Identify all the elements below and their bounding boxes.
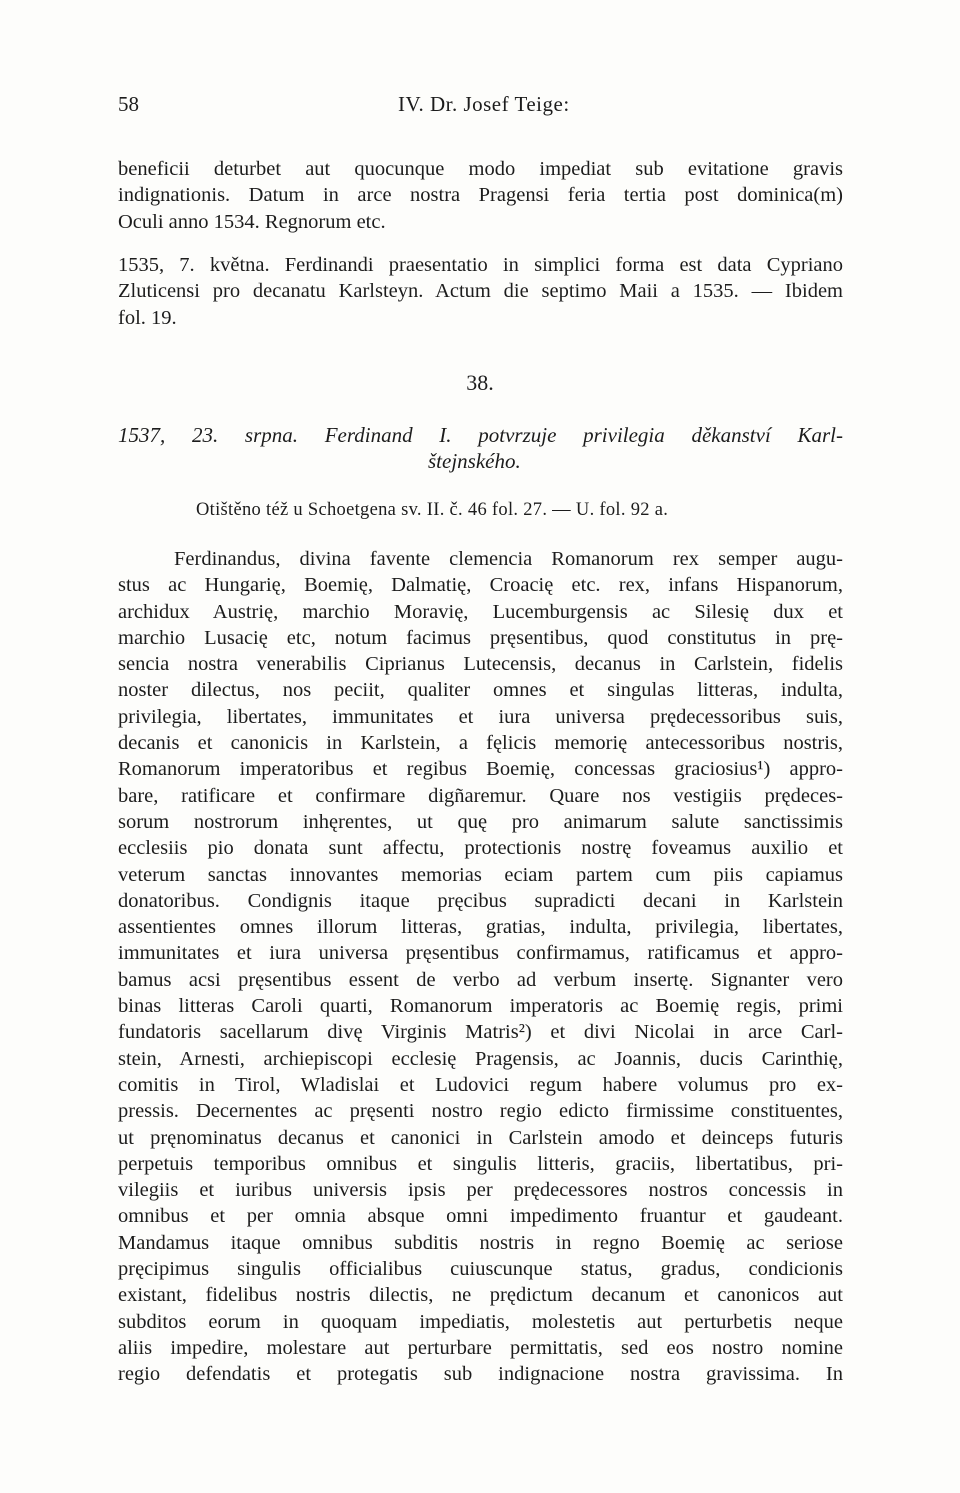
text-line: ut pręnominatus decanus et canonici in Carlstein amodo et deinceps futuris <box>118 1126 843 1149</box>
regest-line: štejnského. <box>428 449 521 473</box>
text-line: vilegiis et iuribus universis ipsis per prędecessores nostros concessis in <box>118 1179 843 1202</box>
text-line: aliis impedire, molestare aut perturbare permittatis, sed eos nostro nomine <box>118 1336 843 1359</box>
text-line: comitis in Tirol, Wladislai et Ludovici regum habere volumus pro ex- <box>118 1073 843 1096</box>
text-line: immunitates et iura universa pręsentibus confirmamus, ratificamus et appro- <box>118 942 843 965</box>
text-line: fol. 19. <box>118 306 177 329</box>
text-line: assentientes omnes illorum litteras, gratias, indulta, privilegia, libertates, <box>118 916 843 939</box>
regest <box>118 422 843 474</box>
text-line: subditos eorum in quoquam impediatis, molestetis aut perturbetis neque <box>118 1310 843 1333</box>
text-line: pręcipimus singulis officialibus cuiuscunque status, gradus, condicionis <box>118 1258 843 1281</box>
text-line: sorum nostrorum inhęrentes, ut quę pro animarum salute sanctissimis <box>118 810 843 833</box>
page-header <box>118 92 838 122</box>
text-line: existant, fidelibus nostris dilectis, ne prędictum decanum et canonicos aut <box>118 1284 843 1307</box>
text-line: bamus acsi pręsentibus essent de verbo ad verbum insertę. Signanter vero <box>118 968 843 991</box>
text-line: fundatoris sacellarum divę Virginis Matris²) et divi Nicolai in arce Carl- <box>118 1021 843 1044</box>
text-line: binas litteras Caroli quarti, Romanorum imperatoris ac Boemię regis, primi <box>118 995 843 1018</box>
intro-paragraph <box>118 156 843 235</box>
text-line: regio defendatis et protegatis sub indignacione nostra gravissima. In <box>118 1363 843 1386</box>
source-note: Otištěno též u Schoetgena sv. II. č. 46 fol. 27. — U. fol. 92 a. <box>196 500 669 520</box>
regest-line: 1537, 23. srpna. Ferdinand I. potvrzuje privilegia děkanství Karl- <box>118 423 843 447</box>
text-line: donatoribus. Condignis itaque pręcibus supradicti decani in Karlstein <box>118 889 843 912</box>
text-line: privilegia, libertates, immunitates et iura universa prędecessoribus suis, <box>118 705 843 728</box>
text-line: sencia nostra venerabilis Ciprianus Lutecensis, decanus in Carlstein, fidelis <box>118 653 843 676</box>
text-line: bare, ratificare et confirmare digñaremur. Quare nos vestigiis prędeces- <box>118 784 843 807</box>
text-line: pressis. Decernentes ac pręsenti nostro regio edicto firmissime constituentes, <box>118 1100 843 1123</box>
charter-text <box>118 546 843 1388</box>
text-line: 1535, 7. května. Ferdinandi praesentatio in simplici forma est data Cypriano <box>118 254 843 276</box>
text-line: Oculi anno 1534. Regnorum etc. <box>118 210 386 233</box>
page-number: 58 <box>118 92 139 116</box>
note-paragraph <box>118 252 843 331</box>
text-line: stein, Arnesti, archiepiscopi ecclesię Pragensis, ac Joannis, ducis Carinthię, <box>118 1047 843 1070</box>
running-head: IV. Dr. Josef Teige: <box>398 92 570 116</box>
text-line: Ferdinandus, divina favente clemencia Romanorum rex semper augu- <box>174 548 843 570</box>
text-line: beneficii deturbet aut quocunque modo impediat sub evitatione gravis <box>118 158 843 180</box>
text-line: decanis et canonicis in Karlstein, a fęlicis memorię antecessoribus nostris, <box>118 732 843 755</box>
text-line: stus ac Hungarię, Boemię, Dalmatię, Croacię etc. rex, infans Hispanorum, <box>118 574 843 597</box>
text-line: indignationis. Datum in arce nostra Pragensi feria tertia post dominica(m) <box>118 184 843 207</box>
text-line: ecclesiis pio donata sunt affectu, protectionis nostrę foveamus auxilio et <box>118 837 843 860</box>
document-number-text: 38. <box>466 370 494 395</box>
text-line: omnibus et per omnia absque omni impedimento fruantur et gaudeant. <box>118 1205 843 1228</box>
document-number <box>0 370 960 396</box>
text-line: archidux Austrię, marchio Moravię, Lucemburgensis ac Silesię dux et <box>118 600 843 623</box>
text-line: Mandamus itaque omnibus subditis nostris in regno Boemię ac seriose <box>118 1231 843 1254</box>
text-line: perpetuis temporibus omnibus et singulis litteris, graciis, libertatibus, pri- <box>118 1152 843 1175</box>
text-line: Romanorum imperatoribus et regibus Boemię, concessas graciosius¹) appro- <box>118 758 843 781</box>
text-line: marchio Lusacię etc, notum facimus pręsentibus, quod constitutus in prę- <box>118 626 843 649</box>
text-line: Zluticensi pro decanatu Karlsteyn. Actum die septimo Maii a 1535. — Ibidem <box>118 280 843 303</box>
text-line: veterum sanctas innovantes memorias eciam partem cum piis capiamus <box>118 863 843 886</box>
text-line: noster dilectus, nos peciit, qualiter omnes et singulas litteras, indulta, <box>118 679 843 702</box>
